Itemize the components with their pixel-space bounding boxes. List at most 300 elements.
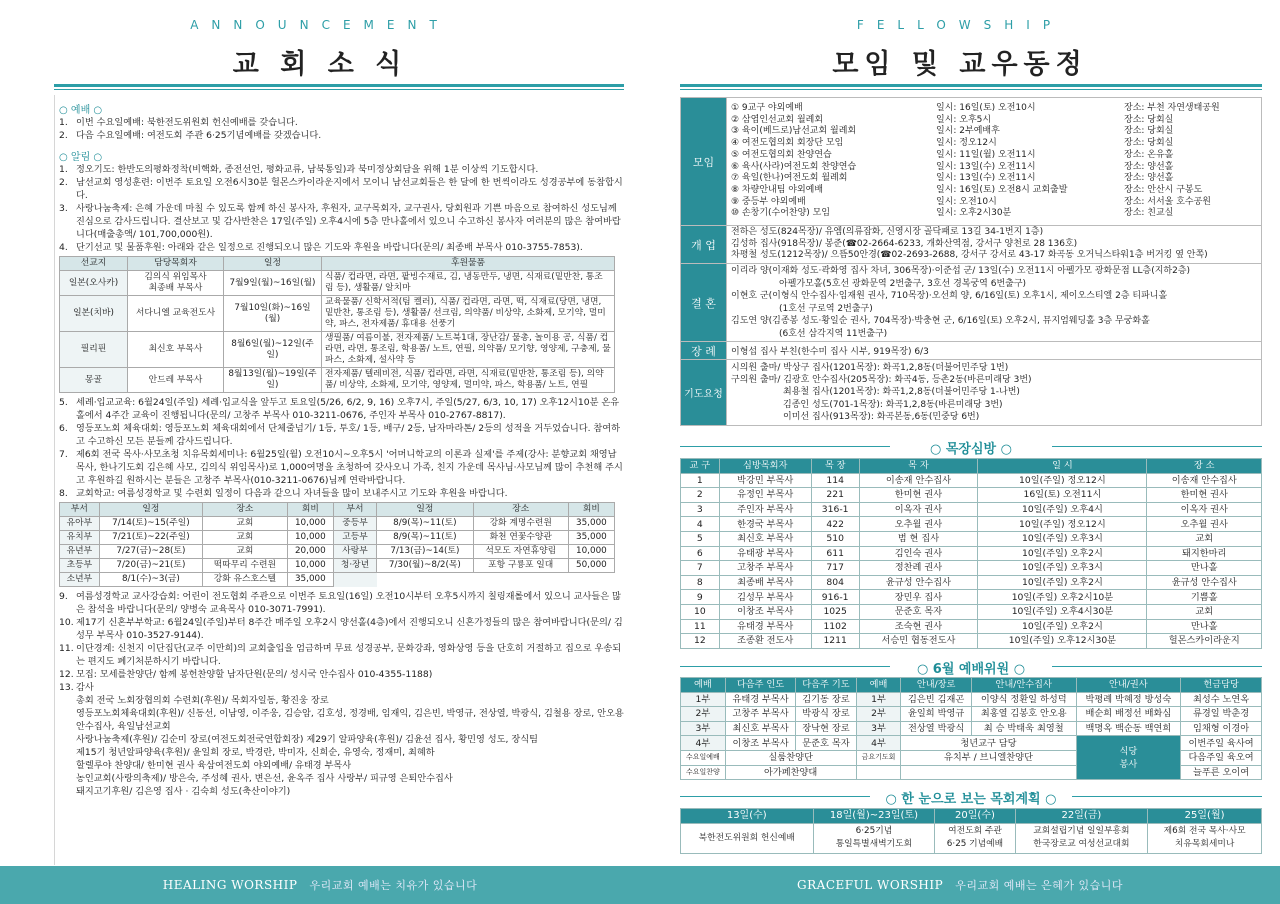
visit-cell: 유정인 부목사: [719, 488, 811, 503]
visit-cell: 최신호 부목사: [719, 531, 811, 546]
visit-cell: 박강민 부목사: [719, 473, 811, 488]
mission-header: 선교지: [60, 257, 128, 271]
notice-item: [59, 129, 624, 142]
meeting-field: ② 삼엽인선교회 월례회: [731, 114, 824, 125]
prayer-line: 김종인 성도(701-1목장): 화곡1,2,8동(바른미래당 3번): [783, 399, 1003, 410]
visit-cell: 10일(주일) 오후3시: [978, 531, 1147, 546]
visit-cell: 주인자 부목사: [719, 502, 811, 517]
opening-line: 차평철 성도(1212목장)/ 으뜸50안경(☎02-2693-2688, 강서구 강서로 43-17 화곡동 오거닉스타워1층 버거킹 옆 안쪽): [731, 250, 1208, 261]
school-header: 일정: [377, 503, 474, 517]
meeting-field: 일시: 13일(수) 오전11시: [936, 173, 1036, 184]
notice-number: 7.: [59, 449, 68, 460]
extra-cell: [901, 765, 1076, 780]
notice-text: 다음 수요일예배: 여전도회 주관 6·25기념예배를 갖겠습니다.: [76, 130, 322, 141]
visit-cell: 221: [811, 488, 859, 503]
meeting-item: [731, 138, 1257, 150]
meeting-field: 장소: 당회실: [1124, 114, 1174, 125]
notice-number: 11.: [59, 643, 74, 654]
prayer-line: 최용철 집사(1201목장): 화곡1,2,8동(더불어민주당 1-나번): [783, 387, 1020, 398]
announcement-page: [0, 0, 640, 866]
duty-header: 다음주 인도: [725, 678, 796, 693]
thanks-line: 영등포노회체육대회(후원)/ 신동선, 이남영, 이주웅, 김승암, 김호성, 정경배, 임재익, 김은빈, 박영규, 전상열, 박광식, 김철용 장로, 안오용 안수집사, 육일남선교회: [76, 708, 624, 732]
school-cell: 유년부: [60, 545, 100, 559]
visit-cell: 12: [681, 634, 720, 649]
notice-number: 2.: [59, 177, 68, 188]
page-title: 교 회 소 식: [232, 49, 408, 80]
youth-cell: 청년교구 담당: [901, 736, 1076, 751]
notice-text: 세례·입교교육: 6월24일(주일) 세례·입교식을 앞두고 토요일(5/26, 6/2, 9, 16) 오후7시, 주일(5/27, 6/3, 10, 17) 오후12시10분 온유홀에서 4주간 교육이 진행됩니다(문의/ 고창주 부목사 010-3211-0676, 주인자 부목사 010-2767-8817).: [76, 397, 620, 421]
visit-cell: 돼지한마리: [1147, 546, 1262, 561]
table-row: [60, 573, 615, 587]
duty-header: 다음주 기도: [796, 678, 856, 693]
meeting-field: 일시: 오후5시: [936, 114, 992, 125]
plan-header: 18일(월)~23일(토): [813, 809, 935, 824]
table-row: [681, 575, 1262, 590]
duty-cell: 유태경 부목사: [725, 692, 796, 707]
visit-cell: 조숙현 권사: [859, 619, 978, 634]
opening-line: 김성하 집사(918목장)/ 봉준(☎02-2664-6233, 개화산역점, 강서구 양천로 28 136호): [731, 238, 1078, 249]
plan-header: 22일(금): [1015, 809, 1148, 824]
visit-cell: 10일(주일) 오후12시30분: [978, 634, 1147, 649]
notice-item: [59, 448, 624, 487]
school-cell: 35,000: [568, 531, 614, 545]
duty-heading: [680, 658, 1262, 677]
meeting-field: 일시: 정오12시: [936, 138, 997, 149]
plan-header: 13일(수): [681, 809, 814, 824]
duty-cell: 2부: [681, 707, 726, 722]
school-cell: 사랑부: [333, 545, 376, 559]
prayer-list: [727, 360, 1262, 426]
mission-cell: 식품/ 컵라면, 라면, 팥빙수재료, 김, 냉동만두, 냉면, 식재료(밑반찬, 통조림 등), 생활품/ 알치마: [322, 271, 615, 296]
thanks-list: [59, 694, 624, 798]
notice-item: [59, 241, 624, 254]
visit-cell: 11: [681, 619, 720, 634]
visit-cell: 이송재 안수집사: [859, 473, 978, 488]
mission-cell: 몽골: [60, 368, 128, 393]
plan-cell: 제6회 전국 목사·사모 치유목회세미나: [1148, 823, 1262, 853]
duty-cell: 이창조 부목사: [725, 736, 796, 751]
notice-item: [59, 642, 624, 668]
prayer-line: 시의원 출마/ 박상구 집사(1201목장): 화곡1,2,8동(더불어민주당 1번): [731, 362, 1009, 373]
notice-text: 정오기도: 한반도의평화정착(비핵화, 종전선언, 평화교류, 남북통일)과 북미정상회담을 위해 1분 이상씩 기도합시다.: [76, 164, 539, 175]
table-row: [681, 473, 1262, 488]
title-rule-thin: [54, 89, 624, 90]
duty-cell: 박광식 장로: [796, 707, 856, 722]
school-cell: 떡따무리 수련원: [203, 559, 288, 573]
meeting-item: [731, 162, 1257, 174]
notice-list: [59, 590, 624, 694]
meeting-item: [731, 197, 1257, 209]
visit-cell: 이창조 부목사: [719, 604, 811, 619]
meal-cell: 늘푸른 오이여: [1181, 765, 1262, 780]
school-cell: 유치부: [60, 531, 100, 545]
school-header: 장소: [203, 503, 288, 517]
plan-header: 25일(월): [1148, 809, 1262, 824]
table-row: [681, 823, 1262, 853]
table-row: [60, 531, 615, 545]
visit-table: [680, 458, 1262, 649]
meeting-item: [731, 126, 1257, 138]
visit-title: ○ 목장심방 ○: [930, 442, 1012, 457]
plan-header: 20일(수): [935, 809, 1015, 824]
meeting-field: 장소: 부천 자연생태공원: [1124, 102, 1220, 113]
notice-text: 제17기 신혼부부학교: 6월24일(주일)부터 8주간 매주일 오후2시 양선홀(4층)에서 진행되오니 신혼가정들의 많은 참여바랍니다(문의/ 김성무 부목사 010-3527-9144).: [76, 617, 623, 641]
plan-title: ○ 한 눈으로 보는 목회계획 ○: [885, 792, 1057, 807]
mission-cell: 8월13일(월)~19일(주일): [224, 368, 322, 393]
notice-text: 교회학교: 여름성경학교 및 수련회 일정이 다음과 같으니 자녀들을 많이 보내주시고 기도와 후원을 바랍니다.: [76, 488, 508, 499]
visit-cell: 7: [681, 561, 720, 576]
extra-cell: 금요기도회: [856, 750, 901, 765]
visit-cell: 만나홀: [1147, 561, 1262, 576]
meeting-field: 장소: 당회실: [1124, 126, 1174, 137]
duty-cell: 고창주 부목사: [725, 707, 796, 722]
notice-item: [59, 590, 624, 616]
footer-motto-en: GRACEFUL WORSHIP: [797, 878, 944, 892]
visit-cell: 10일(주일) 오후2시: [978, 546, 1147, 561]
meeting-item: [731, 103, 1257, 115]
duty-cell: 최성수 노연옥: [1181, 692, 1262, 707]
visit-cell: 10일(주일) 오후4시30분: [978, 604, 1147, 619]
meeting-field: ③ 육이(베드로)남선교회 월례회: [731, 126, 857, 137]
thanks-line: 사랑나눔축제(후원)/ 김순미 장로(여전도회전국연합회장) 제29기 알파양육(후원)/ 김윤선 집사, 황민영 성도, 장식팀: [76, 734, 539, 745]
notice-text: 제6회 전국 목사·사모초청 치유목회세미나: 6월25일(월) 오전10시~오후5시 '어머니학교의 이론과 실제'를 주제(강사: 분향교회 채영남 목사, 한나기도회 김은혜 사모, 김의식 위임목사)로 1,000여명을 초청하여 갖사오니 가족, 친지 가운데 목사님·사모님께 많이 추천해 주시고 후원하길 원하시는 분들은 고창주 부목사(010-3211-0676)님께 연락바랍니다.: [76, 449, 623, 486]
school-cell: [473, 573, 568, 587]
worship-heading: ○ 예배 ○: [59, 105, 103, 116]
school-cell: 35,000: [568, 517, 614, 531]
meal-cell: 다음주일 육오여: [1181, 750, 1262, 765]
meeting-item: [731, 185, 1257, 197]
visit-cell: 교회: [1147, 531, 1262, 546]
duty-cell: 박평례 박혜정 방성숙: [1076, 692, 1181, 707]
mission-cell: 7월9일(월)~16일(월): [224, 271, 322, 296]
wedding-line: (1호선 구로역 2번출구): [779, 303, 873, 314]
duty-header: 예배: [681, 678, 726, 693]
school-cell: 50,000: [568, 559, 614, 573]
notice-text: 이번 수요일예배: 북한전도위원회 헌신예배를 갖습니다.: [76, 117, 298, 128]
meeting-field: 일시: 11일(월) 오전11시: [936, 149, 1036, 160]
meeting-field: 일시: 16일(토) 오전8시 교회출발: [936, 184, 1068, 195]
duty-cell: 2부: [856, 707, 901, 722]
duty-title: ○ 6월 예배위원 ○: [916, 662, 1026, 677]
school-cell: 교회: [203, 517, 288, 531]
section-eyebrow: FELLOWSHIP: [856, 18, 1064, 32]
announcement-content: [54, 95, 624, 865]
duty-header: 헌금담당: [1181, 678, 1262, 693]
visit-heading: [680, 438, 1262, 457]
school-cell: 35,000: [287, 573, 333, 587]
school-cell: 8/9(목)~11(토): [377, 517, 474, 531]
plan-cell: 6·25기념 통일특별새벽기도회: [813, 823, 935, 853]
table-row: [60, 332, 615, 368]
table-row: [681, 502, 1262, 517]
meeting-field: 장소: 친교실: [1124, 208, 1174, 219]
school-cell: 강화 유스호스텔: [203, 573, 288, 587]
meeting-field: ⑥ 육사(사라)여전도회 찬양연습: [731, 161, 857, 172]
notice-number: 13.: [59, 682, 74, 693]
visit-header: 심방목회자: [719, 459, 811, 474]
notice-item: [59, 163, 624, 176]
duty-cell: 장낙현 장로: [796, 721, 856, 736]
visit-header: 목 장: [811, 459, 859, 474]
visit-cell: 윤규성 안수집사: [1147, 575, 1262, 590]
duty-cell: 배순희 배정선 배화심: [1076, 707, 1181, 722]
title-rule-thin: [680, 89, 1262, 90]
notice-text: 영등포노회 체육대회: 영등포노회 체육대회에서 단체줄넘기/ 1등, 투호/ 1등, 배구/ 2등, 남자마라톤/ 2등의 성적을 거두었습니다. 참여하고 수고하신 모든 분들께 감사드립니다.: [76, 423, 621, 447]
fellowship-page: [640, 0, 1280, 866]
notice-number: 10.: [59, 617, 74, 628]
wedding-line: 이리라 양(이재화 성도·곽화영 집사 차녀, 306목장)·이준섭 군/ 13일(수) 오전11시 아펠가모 광화문점 LL층(지하2층): [731, 266, 1191, 276]
title-rule: [54, 84, 624, 87]
table-row: [681, 517, 1262, 532]
notice-number: 4.: [59, 242, 68, 253]
plan-cell: 북한전도위원회 헌신예배: [681, 823, 814, 853]
mission-table: [59, 256, 615, 393]
table-row: [681, 692, 1262, 707]
meeting-item: [731, 115, 1257, 127]
visit-cell: 510: [811, 531, 859, 546]
school-header: 부서: [333, 503, 376, 517]
duty-cell: 김기동 장로: [796, 692, 856, 707]
table-row: [681, 604, 1262, 619]
school-cell: 고등부: [333, 531, 376, 545]
notice-item: [59, 202, 624, 241]
school-cell: 교회: [203, 545, 288, 559]
table-row: [681, 546, 1262, 561]
meeting-field: 일시: 2부예배후: [936, 126, 1000, 137]
notice-number: 8.: [59, 488, 68, 499]
visit-cell: 오추월 권사: [1147, 517, 1262, 532]
notice-number: 1.: [59, 117, 68, 128]
school-cell: [333, 573, 376, 587]
notice-text: 단기선교 및 물품후원: 아래와 같은 일정으로 진행되오니 많은 기도와 후원을 바랍니다(문의/ 최종배 부목사 010-3755-7853).: [76, 242, 583, 253]
visit-cell: 조종환 전도사: [719, 634, 811, 649]
extra-cell: 아가페찬양대: [725, 765, 856, 780]
visit-cell: 16일(토) 오전11시: [978, 488, 1147, 503]
thanks-line: 할렐루야 찬양대/ 한미현 권사 육삼여전도회 야외예배/ 유태경 부목사: [76, 760, 352, 771]
mission-cell: 최신호 부목사: [128, 332, 224, 368]
notice-text: 모집: 모세를찬양단/ 함께 봉헌찬양할 남자단원(문의/ 성시국 안수집사 010-4355-1188): [76, 669, 433, 680]
footer-motto-kr: 우리교회 예배는 은혜가 있습니다: [955, 879, 1123, 892]
duty-cell: 1부: [681, 692, 726, 707]
extra-cell: 수요일예배: [681, 750, 726, 765]
meeting-list: [727, 98, 1262, 226]
wedding-label: 결 혼: [681, 264, 727, 342]
duty-header: 예배: [856, 678, 901, 693]
visit-cell: 김인숙 권사: [859, 546, 978, 561]
visit-cell: 10일(주일) 오후2시: [978, 575, 1147, 590]
visit-cell: 9: [681, 590, 720, 605]
fellowship-table: [680, 97, 1262, 426]
visit-header: 목 자: [859, 459, 978, 474]
thanks-line: 농인교회(사랑의축제)/ 방은숙, 주성혜 권사, 변은선, 윤옥주 집사 사랑부/ 피규영 은퇴안수집사: [76, 773, 453, 784]
plan-cell: 여전도회 주관 6·25 기념예배: [935, 823, 1015, 853]
school-cell: 7/13(금)~14(토): [377, 545, 474, 559]
duty-cell: 윤일희 박영규: [901, 707, 972, 722]
meeting-field: ⑤ 여전도협의회 찬양연습: [731, 149, 832, 160]
table-row: [60, 545, 615, 559]
table-row: [681, 736, 1262, 751]
duty-cell: 이양식 정환일 하성덕: [971, 692, 1076, 707]
visit-cell: 1025: [811, 604, 859, 619]
opening-line: 전하은 성도(824목장)/ 유엠(의류잡화, 신영시장 골닥패로 13길 34-1번지 1층): [731, 227, 1044, 238]
visit-cell: 422: [811, 517, 859, 532]
meeting-field: ⑧ 차량안내팀 야외예배: [731, 184, 824, 195]
visit-cell: 문준호 목자: [859, 604, 978, 619]
table-row: [60, 271, 615, 296]
meeting-field: 장소: 양선홀: [1124, 173, 1174, 184]
school-table: [59, 502, 615, 587]
school-cell: [568, 573, 614, 587]
visit-cell: 범 현 집사: [859, 531, 978, 546]
duty-cell: 김은빈 김재곤: [901, 692, 972, 707]
notice-item: [59, 668, 624, 681]
mission-header: 일정: [224, 257, 322, 271]
visit-cell: 316-1: [811, 502, 859, 517]
visit-cell: 3: [681, 502, 720, 517]
table-row: [681, 531, 1262, 546]
notice-item: [59, 116, 624, 129]
visit-header: 일 시: [978, 459, 1147, 474]
extra-cell: [856, 765, 901, 780]
school-cell: 청·장년: [333, 559, 376, 573]
duty-cell: 3부: [856, 721, 901, 736]
prayer-label: 기도요청: [681, 360, 727, 426]
thanks-line: 제15기 청년알파양육(후원)/ 윤일희 장로, 박경란, 박미자, 신희순, 유영숙, 정재미, 최혜하: [76, 747, 435, 758]
table-row: [681, 707, 1262, 722]
mission-cell: 서다니엘 교육전도사: [128, 296, 224, 332]
meeting-field: 일시: 13일(수) 오전11시: [936, 161, 1036, 172]
notice-list: [59, 396, 624, 500]
school-header: 부서: [60, 503, 100, 517]
notice-item: [59, 422, 624, 448]
school-cell: 8/9(목)~11(토): [377, 531, 474, 545]
visit-cell: 4: [681, 517, 720, 532]
visit-cell: 한미현 권사: [1147, 488, 1262, 503]
visit-cell: 장민우 집사: [859, 590, 978, 605]
school-cell: 석모도 자연휴양림: [473, 545, 568, 559]
notice-item: [59, 176, 624, 202]
duty-cell: 최 승 박태욱 최영철: [971, 721, 1076, 736]
duty-header: 안내/안수집사: [971, 678, 1076, 693]
visit-cell: 804: [811, 575, 859, 590]
visit-cell: 김성무 부목사: [719, 590, 811, 605]
opening-list: [727, 226, 1262, 264]
duty-table: [680, 677, 1262, 780]
notice-number: 9.: [59, 591, 68, 602]
meeting-item: [731, 173, 1257, 185]
table-row: [681, 634, 1262, 649]
visit-cell: 717: [811, 561, 859, 576]
school-cell: 교회: [203, 531, 288, 545]
meeting-field: 장소: 당회실: [1124, 138, 1174, 149]
visit-cell: 오추월 권사: [859, 517, 978, 532]
school-cell: 7/30(월)~8/2(목): [377, 559, 474, 573]
visit-cell: 6: [681, 546, 720, 561]
wedding-line: 이현호 군(이형식 안수집사·임재원 권사, 710목장)·오선희 양, 6/16일(토) 오후1시, 제이오스티엘 2층 티파니홀: [731, 291, 1168, 301]
visit-cell: 서승민 협동전도사: [859, 634, 978, 649]
page-title: 모임 및 교우동정: [832, 49, 1088, 80]
school-cell: 10,000: [287, 517, 333, 531]
meeting-field: ⑦ 육일(한나)여전도회 월례회: [731, 173, 848, 184]
meeting-field: ① 9교구 야외예배: [731, 102, 803, 113]
meeting-field: ④ 여전도협의회 회장단 모임: [731, 138, 844, 149]
mission-cell: 일본(오사카): [60, 271, 128, 296]
footer-right: [640, 866, 1280, 904]
mission-cell: 일본(치바): [60, 296, 128, 332]
visit-cell: 1102: [811, 619, 859, 634]
visit-cell: 이옥자 권사: [1147, 502, 1262, 517]
visit-header: 장 소: [1147, 459, 1262, 474]
duty-cell: 1부: [856, 692, 901, 707]
school-header: 일정: [99, 503, 202, 517]
mission-cell: 필리핀: [60, 332, 128, 368]
school-cell: 10,000: [568, 545, 614, 559]
extra-cell: 수요일찬양: [681, 765, 726, 780]
wedding-list: [727, 264, 1262, 342]
visit-cell: 10일(주일) 오후4시: [978, 502, 1147, 517]
mission-cell: 전자제품/ 텔레비전, 식품/ 컵라면, 라면, 식재료(밑반찬, 통조림 등), 의약품/ 비상약, 소화제, 모기약, 영양제, 멀미약, 파스, 학용품/ 노트, 연필: [322, 368, 615, 393]
meal-cell: 이번주일 육사여: [1181, 736, 1262, 751]
meeting-field: 장소: 안산시 구봉도: [1124, 184, 1203, 195]
visit-cell: 고창주 부목사: [719, 561, 811, 576]
duty-cell: 문준호 목자: [796, 736, 856, 751]
mission-cell: 교육물품/ 신학서적(팀 켈러), 식품/ 컵라면, 라면, 떡, 식재료(당면, 냉면, 밑반찬, 통조림 등), 생활품/ 선크림, 의약품/ 비상약, 소화제, 모기약, 멀미약, 파스, 전자제품/ 휴대용 선풍기: [322, 296, 615, 332]
school-cell: 20,000: [287, 545, 333, 559]
school-cell: [377, 573, 474, 587]
school-header: 회비: [287, 503, 333, 517]
meeting-field: ⑨ 중등부 야외예배: [731, 196, 806, 207]
school-cell: 소년부: [60, 573, 100, 587]
notice-item: [59, 487, 624, 500]
visit-cell: 이송재 안수집사: [1147, 473, 1262, 488]
visit-cell: 이옥자 권사: [859, 502, 978, 517]
duty-cell: 전상열 박광식: [901, 721, 972, 736]
notice-number: 2.: [59, 130, 68, 141]
section-eyebrow: ANNOUNCEMENT: [190, 18, 450, 32]
visit-cell: 만나홀: [1147, 619, 1262, 634]
notice-text: 감사: [76, 682, 94, 693]
meeting-item: [731, 208, 1257, 220]
notice-number: 5.: [59, 397, 68, 408]
visit-cell: 10일(주일) 정오12시: [978, 473, 1147, 488]
duty-cell: 4부: [856, 736, 901, 751]
school-cell: 7/14(토)~15(주일): [99, 517, 202, 531]
visit-cell: 8: [681, 575, 720, 590]
meeting-field: 일시: 16일(토) 오전10시: [936, 102, 1036, 113]
mission-header: 담당목회자: [128, 257, 224, 271]
plan-table: [680, 808, 1262, 854]
footer-motto-kr: 우리교회 예배는 치유가 있습니다: [309, 879, 478, 892]
mission-cell: 7월10일(화)~16일(월): [224, 296, 322, 332]
meeting-field: 장소: 양선홀: [1124, 161, 1174, 172]
visit-cell: 611: [811, 546, 859, 561]
wedding-line: 아펠가모홀(5호선 광화문역 2번출구, 3호선 경복궁역 6번출구): [779, 278, 1027, 289]
visit-cell: 10: [681, 604, 720, 619]
duty-cell: 임채형 이경아: [1181, 721, 1262, 736]
table-row: [60, 559, 615, 573]
notice-text: 여름성경학교 교사강습회: 어린이 전도협회 주관으로 이번주 토요일(16일) 오전10시부터 오후5시까지 칠링재롤에서 있으니 교사들은 많은 참석을 바랍니다(문의/ 양병숙 교육목사 010-3071-7991).: [76, 591, 621, 615]
opening-label: 개 업: [681, 226, 727, 264]
table-row: [681, 488, 1262, 503]
meeting-field: 일시: 오전10시: [936, 196, 997, 207]
plan-heading: [680, 788, 1262, 807]
extra-cell: 실룸찬양단: [725, 750, 856, 765]
visit-cell: 916-1: [811, 590, 859, 605]
meeting-label: 모임: [681, 98, 727, 226]
notice-list: [59, 163, 624, 254]
school-cell: 7/20(금)~21(토): [99, 559, 202, 573]
school-cell: 7/21(토)~22(주일): [99, 531, 202, 545]
